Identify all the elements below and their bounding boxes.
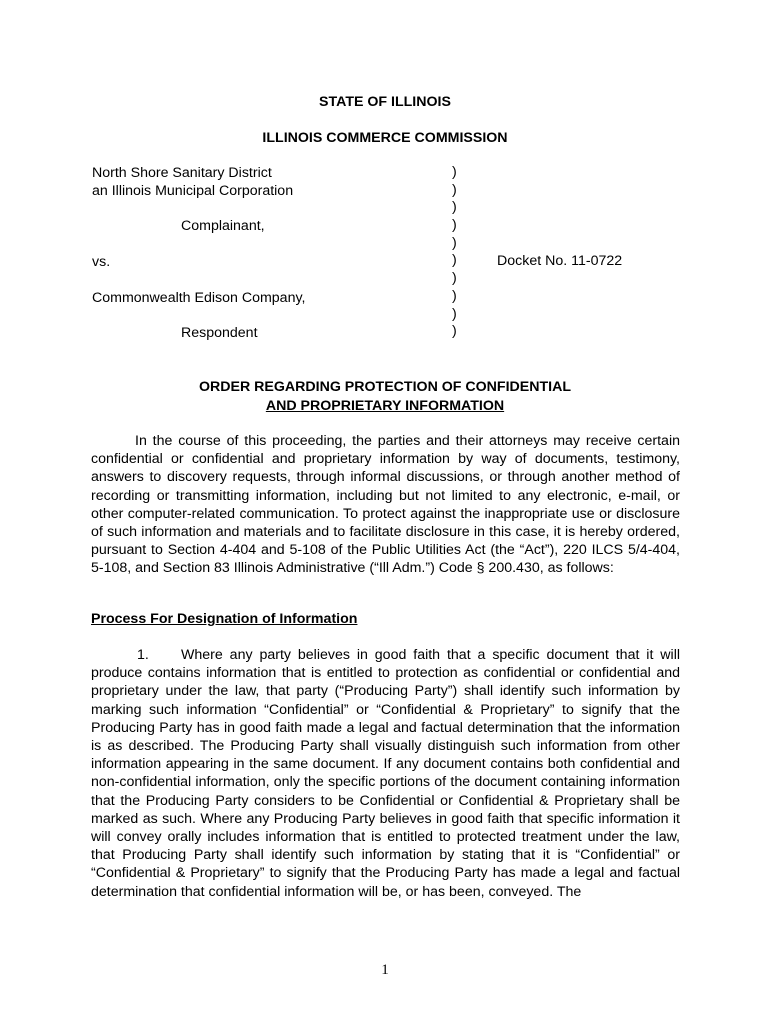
commission-heading: ILLINOIS COMMERCE COMMISSION [262, 130, 508, 146]
order-title-line2: AND PROPRIETARY INFORMATION [265, 398, 505, 414]
respondent-name: Commonwealth Edison Company, [92, 290, 306, 306]
complainant-description: an Illinois Municipal Corporation [92, 183, 294, 199]
state-heading: STATE OF ILLINOIS [319, 94, 451, 110]
paragraph-1-text: Where any party believes in good faith that a specific document that it will produce contains information that is entitled to protection as confidential or confidential and proprietary under the law, that party (“Producing Party”) shall identify such information by marking such information “Confidential” or “Confidential & Proprietary” to signify that the Producing Party has in good faith made a legal and factual determination that the information is as described. The Producing Party shall visually distinguish such information from other information appearing in the same document. If any document contains both confidential and non-confidential information, only the specific portions of the document containing information that the Producing Party considers to be Confidential or Confidential & Proprietary shall be marked as such. Where any Producing Party believes in good faith that specific information it will convey orally includes information that is entitled to protected treatment under the law, that Producing Party shall identify such information by stating that it is “Confidential” or “Confidential & Proprietary” to signify that the Producing Party has made a legal and factual determination that confidential information will be, or has been, conveyed. The [91, 647, 680, 900]
intro-text: In the course of this proceeding, the parties and their attorneys may receive certain confidential or confidential and proprietary information by way of documents, testimony, answers to discovery requests, through informal discussions, or through another method of recording or transmitting information, including but not limited to any electronic, e-mail, or other computer-related communication. To protect against the inappropriate use or disclosure of such information and materials and to facilitate disclosure in this case, it is hereby ordered, pursuant to Section 4-404 and 5-108 of the Public Utilities Act (the “Act”), 220 ILCS 5/4-404, 5-108, and Section 83 Illinois Administrative (“Ill Adm.”) Code § 200.430, as follows: [91, 433, 680, 577]
paren-mark: ) [452, 305, 457, 322]
paren-mark: ) [452, 164, 457, 180]
paren-mark: ) [452, 234, 457, 251]
paren-mark: ) [452, 217, 457, 234]
complainant-role: Complainant, [181, 218, 265, 234]
paragraph-1 [91, 646, 680, 901]
paren-mark: ) [452, 252, 457, 269]
versus-label: vs. [92, 254, 111, 270]
paren-mark: ) [452, 287, 457, 304]
section-heading: Process For Designation of Information [91, 611, 358, 627]
order-title-line1: ORDER REGARDING PROTECTION OF CONFIDENTIAL [198, 379, 572, 395]
respondent-role: Respondent [181, 325, 258, 341]
paren-mark: ) [452, 181, 457, 198]
paragraph-1-number: 1. [137, 647, 149, 663]
paren-mark: ) [452, 323, 457, 340]
complainant-name: North Shore Sanitary District [92, 165, 272, 181]
intro-paragraph [91, 432, 680, 578]
caption-divider [452, 164, 464, 341]
paren-mark: ) [452, 199, 457, 216]
docket-number: Docket No. 11-0722 [497, 253, 623, 269]
page-number: 1 [381, 962, 389, 978]
paren-mark: ) [452, 270, 457, 287]
